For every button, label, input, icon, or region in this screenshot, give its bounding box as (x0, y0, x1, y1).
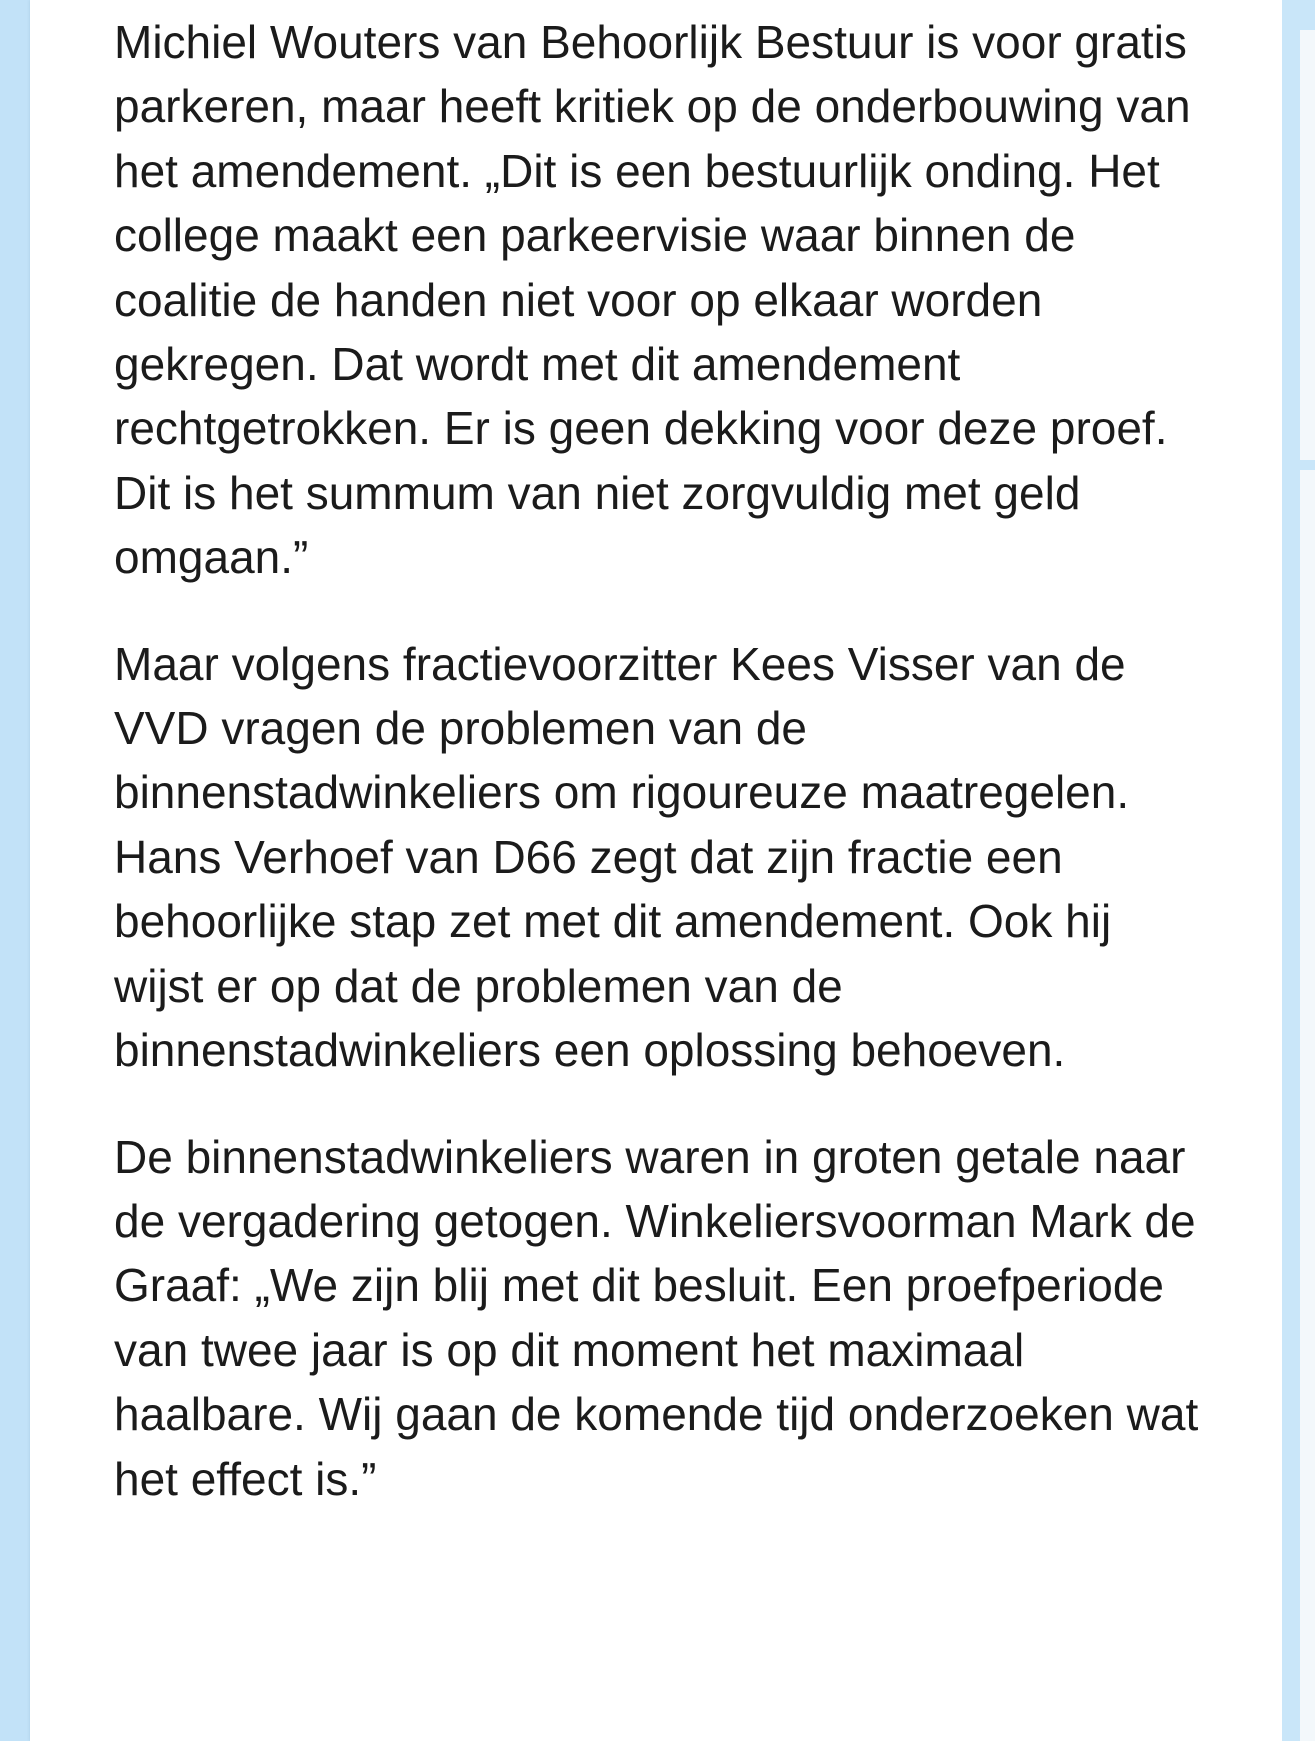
article-paragraph: Michiel Wouters van Behoorlijk Bestuur is voor gratis parkeren, maar heeft kritiek op de onderbouwing van het amendement. „Dit is een bestuurlijk onding. Het college maakt een parkeervisie waar binnen de coalitie de handen niet voor op elkaar worden gekregen. Dat wordt met dit amendement rechtgetrokken. Er is geen dekking voor deze proef. Dit is het summum van niet zorgvuldig met geld omgaan.” (114, 16, 1191, 584)
right-frame-edge (1282, 0, 1315, 1741)
side-panel-strip (1300, 470, 1315, 1741)
left-frame-edge (0, 0, 30, 1741)
article-paragraph: Maar volgens fractievoorzitter Kees Visser van de VVD vragen de problemen van de binnenstadwinkeliers om rigoureuze maatregelen. Hans Verhoef van D66 zegt dat zijn fractie een behoorlijke stap zet met dit amendement. Ook hij wijst er op dat de problemen van de binnenstadwinkeliers een oplossing behoeven. (114, 637, 1130, 1077)
side-panel-strip (1300, 30, 1315, 460)
article-paragraph: De binnenstadwinkeliers waren in groten getale naar de vergadering getogen. Winkeliersvoorman Mark de Graaf: „We zijn blij met dit besluit. Een proefperiode van twee jaar is op dit moment het maximaal haalbare. Wij gaan de komende tijd onderzoeken wat het effect is.” (114, 1130, 1199, 1505)
article-body (114, 10, 1204, 1553)
